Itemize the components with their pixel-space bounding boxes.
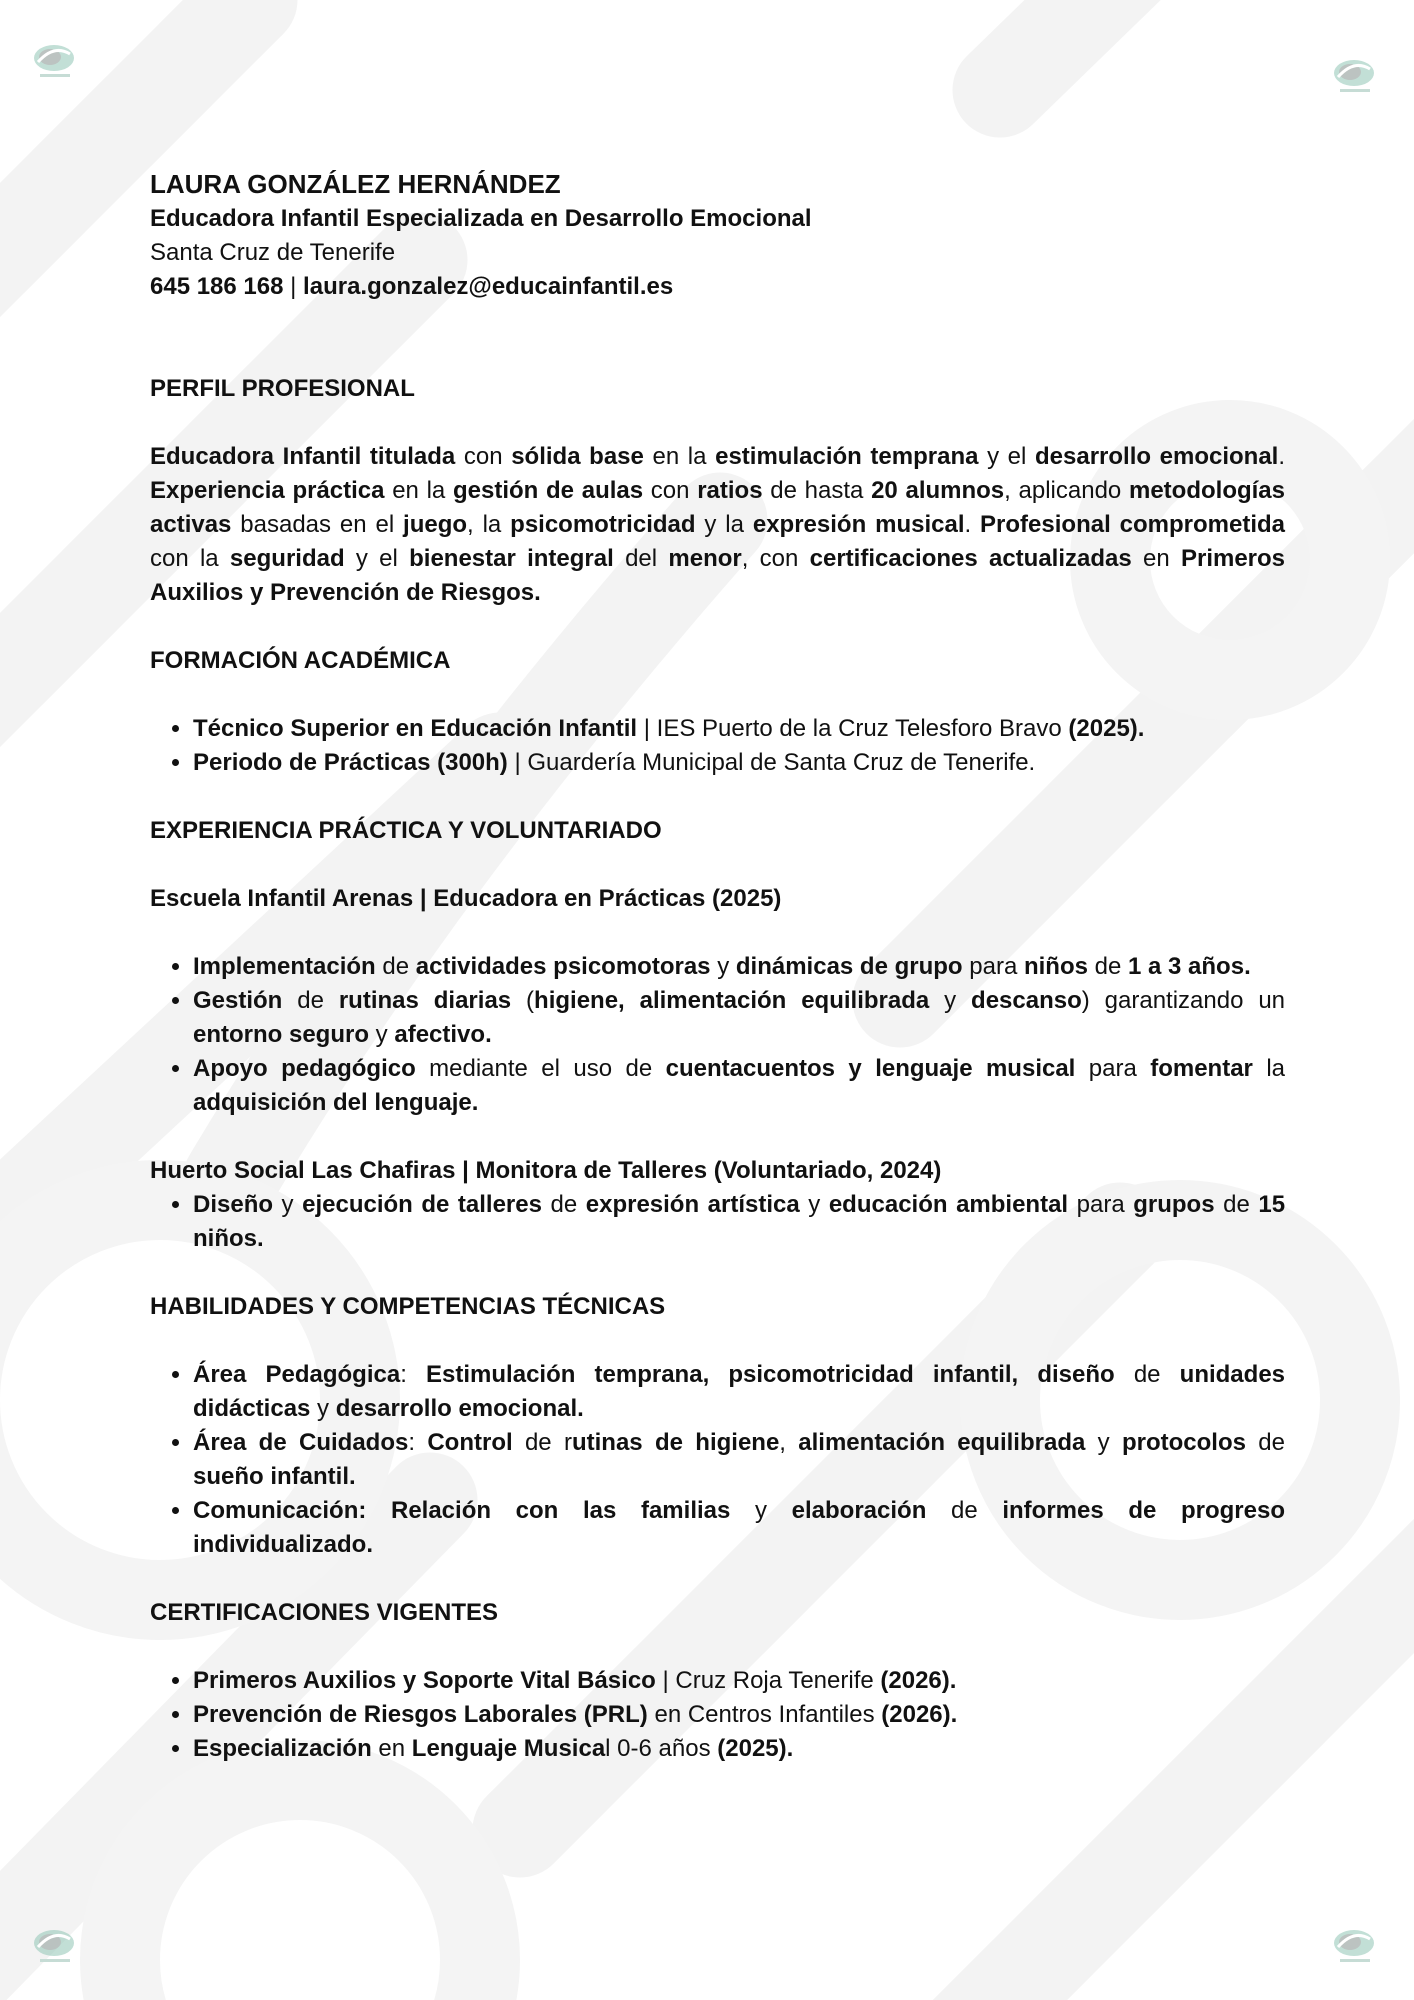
bold-text-run: (2025). <box>717 1735 794 1762</box>
bold-text-run: Educadora Infantil titulada <box>150 443 456 470</box>
list-item <box>193 712 1285 746</box>
bold-text-run: Profesional comprometida <box>980 511 1285 538</box>
text-run: y el <box>344 545 410 572</box>
text-run: de <box>1214 1191 1259 1218</box>
text-run: : <box>400 1361 427 1388</box>
section-heading-habilidades: HABILIDADES Y COMPETENCIAS TÉCNICAS <box>150 1293 666 1320</box>
text-run: y <box>273 1191 303 1218</box>
bold-text-run: afectivo. <box>394 1021 492 1048</box>
text-run: y <box>310 1395 336 1422</box>
text-run: en la <box>384 477 453 504</box>
text-run: para <box>1075 1055 1151 1082</box>
bold-text-run: expresión musical <box>752 511 965 538</box>
bold-text-run: 15 niños. <box>193 1191 1286 1252</box>
bold-text-run: (2025). <box>1068 715 1145 742</box>
section-heading-formacion: FORMACIÓN ACADÉMICA <box>150 647 451 674</box>
text-run: l 0-6 años <box>605 1735 718 1762</box>
bold-text-run: Primeros Auxilios y Prevención de Riesgos. <box>150 545 1286 606</box>
bold-text-run: Apoyo pedagógico <box>193 1055 416 1082</box>
bold-text-run: alimentación equilibrada <box>798 1429 1086 1456</box>
text-run: en <box>1131 545 1181 572</box>
text-run: , con <box>741 545 810 572</box>
text-run: ) garantizando un <box>1081 987 1286 1014</box>
bold-text-run: (2026). <box>880 1667 957 1694</box>
text-run: y <box>730 1497 792 1524</box>
list-item <box>193 1052 1285 1120</box>
section-heading-experiencia: EXPERIENCIA PRÁCTICA Y VOLUNTARIADO <box>150 817 662 844</box>
text-run: . <box>964 511 981 538</box>
bold-text-run: sólida base <box>511 443 644 470</box>
text-run: : <box>408 1429 428 1456</box>
list-item <box>193 1664 1285 1698</box>
bold-text-run: seguridad <box>229 545 345 572</box>
bold-text-run: Primeros Auxilios y Soporte Vital Básico <box>193 1667 656 1694</box>
contact-line <box>150 270 1285 304</box>
bold-text-run: psicomotricidad <box>510 511 696 538</box>
bold-text-run: descanso <box>971 987 1082 1014</box>
text-run: , aplicando <box>1004 477 1129 504</box>
bold-text-run: (2026). <box>881 1701 958 1728</box>
bold-text-run: Experiencia práctica <box>150 477 385 504</box>
bold-text-run: Periodo de Prácticas (300h) <box>193 749 508 776</box>
brand-logo-icon <box>30 40 82 80</box>
text-run: mediante el uso de <box>415 1055 666 1082</box>
text-run: en <box>371 1735 412 1762</box>
job-title: Escuela Infantil Arenas | Educadora en Prácticas (2025) <box>150 885 782 912</box>
bold-text-run: desarrollo emocional <box>1034 443 1279 470</box>
bold-text-run: 20 alumnos <box>871 477 1005 504</box>
text-run: de <box>541 1191 586 1218</box>
bold-text-run: fomentar <box>1150 1055 1253 1082</box>
text-run: con <box>455 443 512 470</box>
bold-text-run: actividades psicomotoras <box>415 953 711 980</box>
text-run: para <box>1068 1191 1134 1218</box>
bold-text-run: Técnico Superior en Educación Infantil <box>193 715 638 742</box>
text-run: de <box>1245 1429 1285 1456</box>
bold-text-run: unidades didácticas <box>193 1361 1286 1422</box>
text-run: ( <box>511 987 535 1014</box>
candidate-location: Santa Cruz de Tenerife <box>150 239 396 266</box>
bold-text-run: metodologías activas <box>150 477 1285 538</box>
phone-number: 645 186 168 <box>150 273 284 300</box>
list-item <box>193 746 1285 780</box>
candidate-name: LAURA GONZÁLEZ HERNÁNDEZ <box>150 169 561 199</box>
text-run: y <box>929 987 972 1014</box>
job-title: Huerto Social Las Chafiras | Monitora de Talleres (Voluntariado, 2024) <box>150 1157 942 1184</box>
bold-text-run: grupos <box>1133 1191 1215 1218</box>
bold-text-run: cuentacuentos y lenguaje musical <box>665 1055 1076 1082</box>
text-run: en Centros Infantiles <box>647 1701 882 1728</box>
brand-logo-icon <box>30 1925 82 1965</box>
bold-text-run: protocolos <box>1121 1429 1246 1456</box>
bold-text-run: higiene, alimentación equilibrada <box>534 987 930 1014</box>
text-run: . <box>1278 443 1286 470</box>
bold-text-run: dinámicas de grupo <box>735 953 963 980</box>
brand-logo-icon <box>1330 55 1382 95</box>
bold-text-run: expresión artística <box>585 1191 800 1218</box>
bold-text-run: bienestar integral <box>409 545 614 572</box>
bold-text-run: Área de Cuidados <box>193 1429 409 1456</box>
bold-text-run: ratios <box>697 477 763 504</box>
list-item <box>193 1494 1285 1562</box>
bold-text-run: Diseño <box>193 1191 274 1218</box>
bold-text-run: utinas de higiene <box>571 1429 780 1456</box>
text-run: en la <box>643 443 716 470</box>
resume-document <box>150 166 1285 1766</box>
list-item <box>193 1358 1285 1426</box>
perfil-paragraph <box>150 440 1285 610</box>
section-heading-perfil: PERFIL PROFESIONAL <box>150 375 415 402</box>
text-run: de <box>375 953 416 980</box>
list-item <box>193 1426 1285 1494</box>
text-run: basadas en el <box>231 511 404 538</box>
text-run: , <box>779 1429 799 1456</box>
list-item <box>193 1698 1285 1732</box>
email-address: laura.gonzalez@educainfantil.es <box>303 273 674 300</box>
list-item <box>193 1188 1285 1256</box>
text-run: y <box>710 953 736 980</box>
formacion-list <box>150 712 1285 780</box>
text-run: para <box>962 953 1024 980</box>
text-run: la <box>1252 1055 1286 1082</box>
bold-text-run: educación ambiental <box>828 1191 1069 1218</box>
contact-separator: | <box>283 273 304 300</box>
text-run: de <box>282 987 339 1014</box>
text-run: y el <box>978 443 1035 470</box>
bold-text-run: desarrollo emocional. <box>335 1395 584 1422</box>
section-heading-certificaciones: CERTIFICACIONES VIGENTES <box>150 1599 499 1626</box>
text-run: | Guardería Municipal de Santa Cruz de Tenerife. <box>507 749 1036 776</box>
text-run: con la <box>150 545 230 572</box>
bold-text-run: juego <box>403 511 468 538</box>
text-run: y <box>799 1191 829 1218</box>
text-run: y <box>1085 1429 1122 1456</box>
list-item <box>193 984 1285 1052</box>
bold-text-run: Control <box>427 1429 513 1456</box>
text-run: | Cruz Roja Tenerife <box>655 1667 881 1694</box>
bold-text-run: rutinas diarias <box>338 987 512 1014</box>
bold-text-run: Estimulación temprana, psicomotricidad infantil, diseño <box>426 1361 1115 1388</box>
bold-text-run: Área Pedagógica <box>193 1361 401 1388</box>
text-run: de <box>926 1497 1003 1524</box>
brand-logo-icon <box>1330 1925 1382 1965</box>
resume-header <box>150 166 1285 304</box>
bold-text-run: entorno seguro <box>193 1021 370 1048</box>
bold-text-run: Especialización <box>193 1735 372 1762</box>
text-run: de r <box>512 1429 572 1456</box>
bold-text-run: Lenguaje Musica <box>411 1735 606 1762</box>
text-run: , la <box>467 511 511 538</box>
bold-text-run: certificaciones actualizadas <box>809 545 1132 572</box>
bold-text-run: Comunicación: Relación con las familias <box>193 1497 731 1524</box>
text-run: | IES Puerto de la Cruz Telesforo Bravo <box>637 715 1069 742</box>
bold-text-run: 1 a 3 años. <box>1128 953 1251 980</box>
text-run: y <box>369 1021 395 1048</box>
job-duties-list <box>150 1188 1285 1256</box>
text-run: de hasta <box>762 477 872 504</box>
bold-text-run: niños <box>1023 953 1088 980</box>
text-run: y la <box>695 511 753 538</box>
list-item <box>193 950 1285 984</box>
habilidades-list <box>150 1358 1285 1562</box>
bold-text-run: elaboración <box>791 1497 927 1524</box>
bold-text-run: sueño infantil. <box>193 1463 356 1490</box>
bold-text-run: menor <box>668 545 742 572</box>
bold-text-run: estimulación temprana <box>715 443 979 470</box>
job-duties-list <box>150 950 1285 1120</box>
bold-text-run: adquisición del lenguaje. <box>193 1089 479 1116</box>
bold-text-run: Gestión <box>193 987 283 1014</box>
text-run: con <box>643 477 698 504</box>
bold-text-run: Prevención de Riesgos Laborales (PRL) <box>193 1701 648 1728</box>
text-run: de <box>1114 1361 1180 1388</box>
certificaciones-list <box>150 1664 1285 1766</box>
candidate-title: Educadora Infantil Especializada en Desarrollo Emocional <box>150 205 812 232</box>
bold-text-run: Implementación <box>193 953 376 980</box>
bold-text-run: ejecución de talleres <box>302 1191 542 1218</box>
text-run: de <box>1087 953 1128 980</box>
list-item <box>193 1732 1285 1766</box>
bold-text-run: gestión de aulas <box>452 477 644 504</box>
bold-text-run: informes de progreso individualizado. <box>193 1497 1286 1558</box>
text-run: del <box>613 545 669 572</box>
